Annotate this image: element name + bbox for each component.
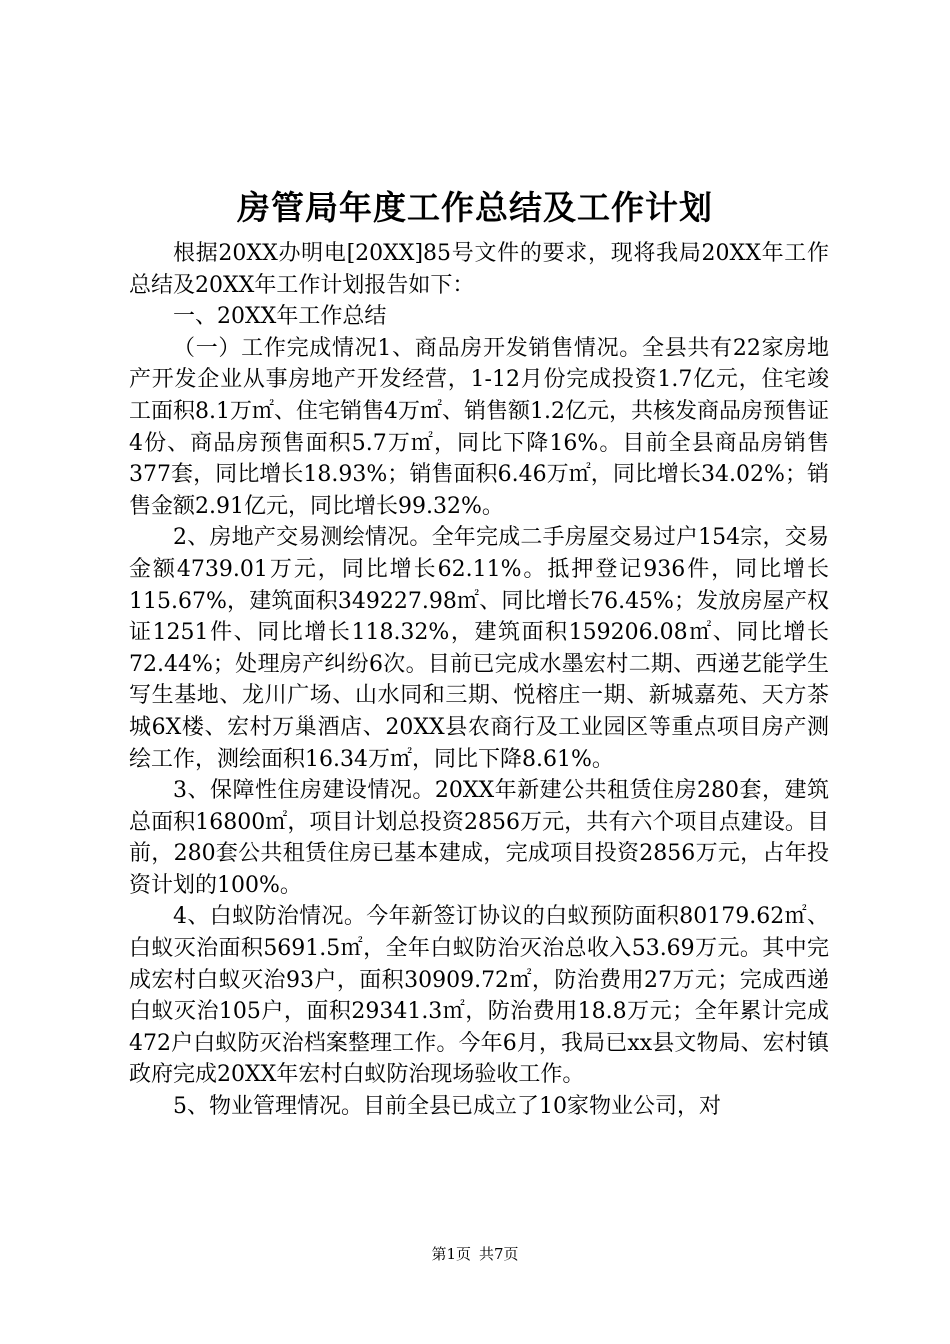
paragraph-commercial-housing: （一）工作完成情况1、商品房开发销售情况。全县共有22家房地产开发企业从事房地产开发经营，1-12月份完成投资1.7亿元，住宅竣工面积8.1万㎡、住宅销售4万㎡、销售额1.2亿元，共核发商品房预售证4份、商品房预售面积5.7万㎡，同比下降16%。目前全县商品房销售377套，同比增长18.93%；销售面积6.46万㎡，同比增长34.02%；销售金额2.91亿元，同比增长99.32%。	[129, 335, 829, 519]
paragraph-property-management: 5、物业管理情况。目前全县已成立了10家物业公司，对	[173, 1094, 721, 1120]
paragraph-termite-control: 4、白蚁防治情况。今年新签订协议的白蚁预防面积80179.62㎡、白蚁灭治面积5691.5㎡，全年白蚁防治灭治总收入53.69万元。其中完成宏村白蚁灭治93户，面积30909.72㎡，防治费用27万元；完成西递白蚁灭治105户，面积29341.3㎡，防治费用18.8万元；全年累计完成472户白蚁防灭治档案整理工作。今年6月，我局已xx县文物局、宏村镇政府完成20XX年宏村白蚁防治现场验收工作。	[129, 904, 829, 1088]
paragraph-transaction-survey: 2、房地产交易测绘情况。全年完成二手房屋交易过户154宗，交易金额4739.01万元，同比增长62.11%。抵押登记936件，同比增长115.67%，建筑面积349227.98㎡、同比增长76.45%；发放房屋产权证1251件、同比增长118.32%，建筑面积159206.08㎡、同比增长72.44%；处理房产纠纷6次。目前已完成水墨宏村二期、西递艺能学生写生基地、龙川广场、山水同和三期、悦榕庄一期、新城嘉苑、天方茶城6X楼、宏村万巢酒店、20XX县农商行及工业园区等重点项目房产测绘工作，测绘面积16.34万㎡，同比下降8.61%。	[129, 525, 829, 772]
page-total: 共7页	[479, 1245, 519, 1263]
paragraph-intro: 根据20XX办明电[20XX]85号文件的要求，现将我局20XX年工作总结及20XX年工作计划报告如下：	[129, 241, 829, 298]
document-title: 房管局年度工作总结及工作计划	[237, 188, 713, 227]
paragraph-affordable-housing: 3、保障性住房建设情况。20XX年新建公共租赁住房280套，建筑总面积16800㎡，项目计划总投资2856万元，共有六个项目点建设。目前，280套公共租赁住房已基本建成，完成项目投资2856万元，占年投资计划的100%。	[129, 778, 829, 898]
page-footer	[0, 1244, 950, 1264]
section-heading: 一、20XX年工作总结	[173, 304, 387, 330]
page-number: 第1页	[431, 1245, 471, 1263]
document-body	[129, 238, 829, 1123]
